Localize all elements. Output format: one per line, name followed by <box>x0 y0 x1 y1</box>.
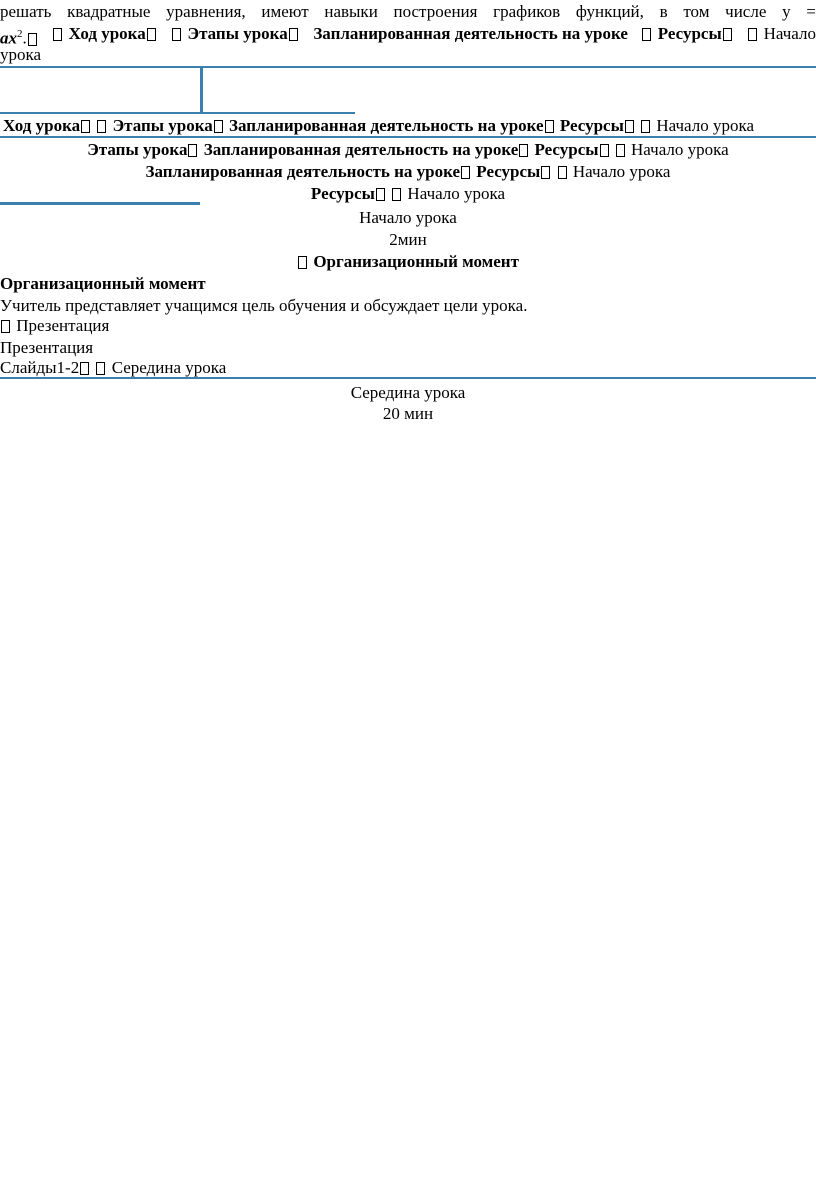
resources-heading: Ресурсы <box>534 140 599 159</box>
planned-activity-heading: Запланированная деятельность на уроке <box>145 162 461 181</box>
body-text-line-2 <box>0 24 816 49</box>
missing-glyph-icon <box>80 362 89 375</box>
stages-heading: Этапы урока <box>112 116 213 135</box>
start-section-title: Начало урока <box>359 208 457 227</box>
word: квадратные <box>67 2 151 21</box>
heading-group <box>171 24 299 49</box>
start-label: Начало урока <box>631 140 729 159</box>
body-text-line-1 <box>0 2 816 22</box>
missing-glyph-icon <box>172 28 181 41</box>
table-column-divider <box>200 68 203 112</box>
missing-glyph-icon <box>96 362 105 375</box>
middle-section-title: Середина урока <box>350 383 466 402</box>
table-border-short <box>0 112 355 114</box>
missing-glyph-icon <box>641 120 650 133</box>
missing-glyph-icon <box>289 28 298 41</box>
resources-heading: Ресурсы <box>559 116 624 135</box>
resources-heading: Ресурсы <box>657 24 722 43</box>
header-row-4 <box>0 184 816 204</box>
header-row-1 <box>3 116 754 136</box>
missing-glyph-icon <box>748 28 757 41</box>
start-label: Начало урока <box>407 184 506 203</box>
header-underline <box>0 136 816 138</box>
missing-glyph-icon <box>376 188 385 201</box>
header-row-3 <box>0 162 816 182</box>
header-row-2 <box>0 140 816 160</box>
planned-activity-heading: Запланированная деятельность на уроке <box>203 140 519 159</box>
planned-activity-heading: Запланированная деятельность на уроке <box>313 24 628 43</box>
org-moment-heading: Организационный момент <box>0 274 206 293</box>
word: = <box>806 2 816 21</box>
stages-heading: Этапы урока <box>87 140 188 159</box>
word: имеют <box>261 2 309 21</box>
missing-glyph-icon <box>81 120 90 133</box>
formula-ax: ax <box>0 28 17 48</box>
missing-glyph-icon <box>97 120 106 133</box>
word: в <box>659 2 668 21</box>
missing-glyph-icon <box>392 188 401 201</box>
missing-glyph-icon <box>600 144 609 157</box>
missing-glyph-icon <box>298 256 307 269</box>
teacher-text: Учитель представляет учащимся цель обучения и обсуждает цели урока. <box>0 296 528 315</box>
start-word: Начало <box>763 24 816 43</box>
lesson-course-heading: Ход урока <box>3 116 81 135</box>
heading-group <box>747 24 816 49</box>
missing-glyph-icon <box>214 120 223 133</box>
heading-group <box>52 24 157 49</box>
word: решать <box>0 2 52 21</box>
missing-glyph-icon <box>616 144 625 157</box>
word: навыки <box>324 2 378 21</box>
org-moment-heading: Организационный момент <box>313 252 519 271</box>
planned-activity-heading: Запланированная деятельность на уроке <box>229 116 544 135</box>
missing-glyph-icon <box>53 28 62 41</box>
missing-glyph-icon <box>642 28 651 41</box>
word: у <box>782 2 791 21</box>
missing-glyph-icon <box>1 320 10 333</box>
missing-glyph-icon <box>188 144 197 157</box>
missing-glyph-icon <box>541 166 550 179</box>
resources-heading: Ресурсы <box>476 162 541 181</box>
missing-glyph-icon <box>147 28 156 41</box>
org-moment-row <box>0 252 816 272</box>
presentation-label: Презентация <box>0 338 94 357</box>
middle-label: Середина урока <box>111 358 227 377</box>
heading-group <box>641 24 733 49</box>
word: функций, <box>575 2 644 21</box>
missing-glyph-icon <box>461 166 470 179</box>
start-label: Начало урока <box>572 162 671 181</box>
presentation-label: Презентация <box>16 316 110 335</box>
word: графиков <box>493 2 561 21</box>
lesson-course-heading: Ход урока <box>68 24 146 43</box>
middle-duration: 20 мин <box>382 404 434 423</box>
presentation-row <box>0 316 109 336</box>
body-text-line-3: урока <box>0 45 42 64</box>
slides-label: Слайды1-2 <box>0 358 80 377</box>
missing-glyph-icon <box>625 120 634 133</box>
word: уравнения, <box>166 2 246 21</box>
word: числе <box>725 2 767 21</box>
start-label: Начало урока <box>656 116 755 135</box>
missing-glyph-icon <box>28 33 37 46</box>
start-duration: 2мин <box>389 230 427 249</box>
resources-heading: Ресурсы <box>310 184 375 203</box>
formula-exponent: 2 <box>17 28 23 40</box>
missing-glyph-icon <box>723 28 732 41</box>
slides-row <box>0 358 226 378</box>
missing-glyph-icon <box>558 166 567 179</box>
row-separator-short <box>0 202 200 205</box>
word: том <box>683 2 710 21</box>
stages-heading: Этапы урока <box>187 24 288 43</box>
section-separator <box>0 377 816 379</box>
table-top-border <box>0 66 816 68</box>
missing-glyph-icon <box>519 144 528 157</box>
formula-dot: . <box>22 28 27 48</box>
word: построения <box>393 2 478 21</box>
missing-glyph-icon <box>545 120 554 133</box>
